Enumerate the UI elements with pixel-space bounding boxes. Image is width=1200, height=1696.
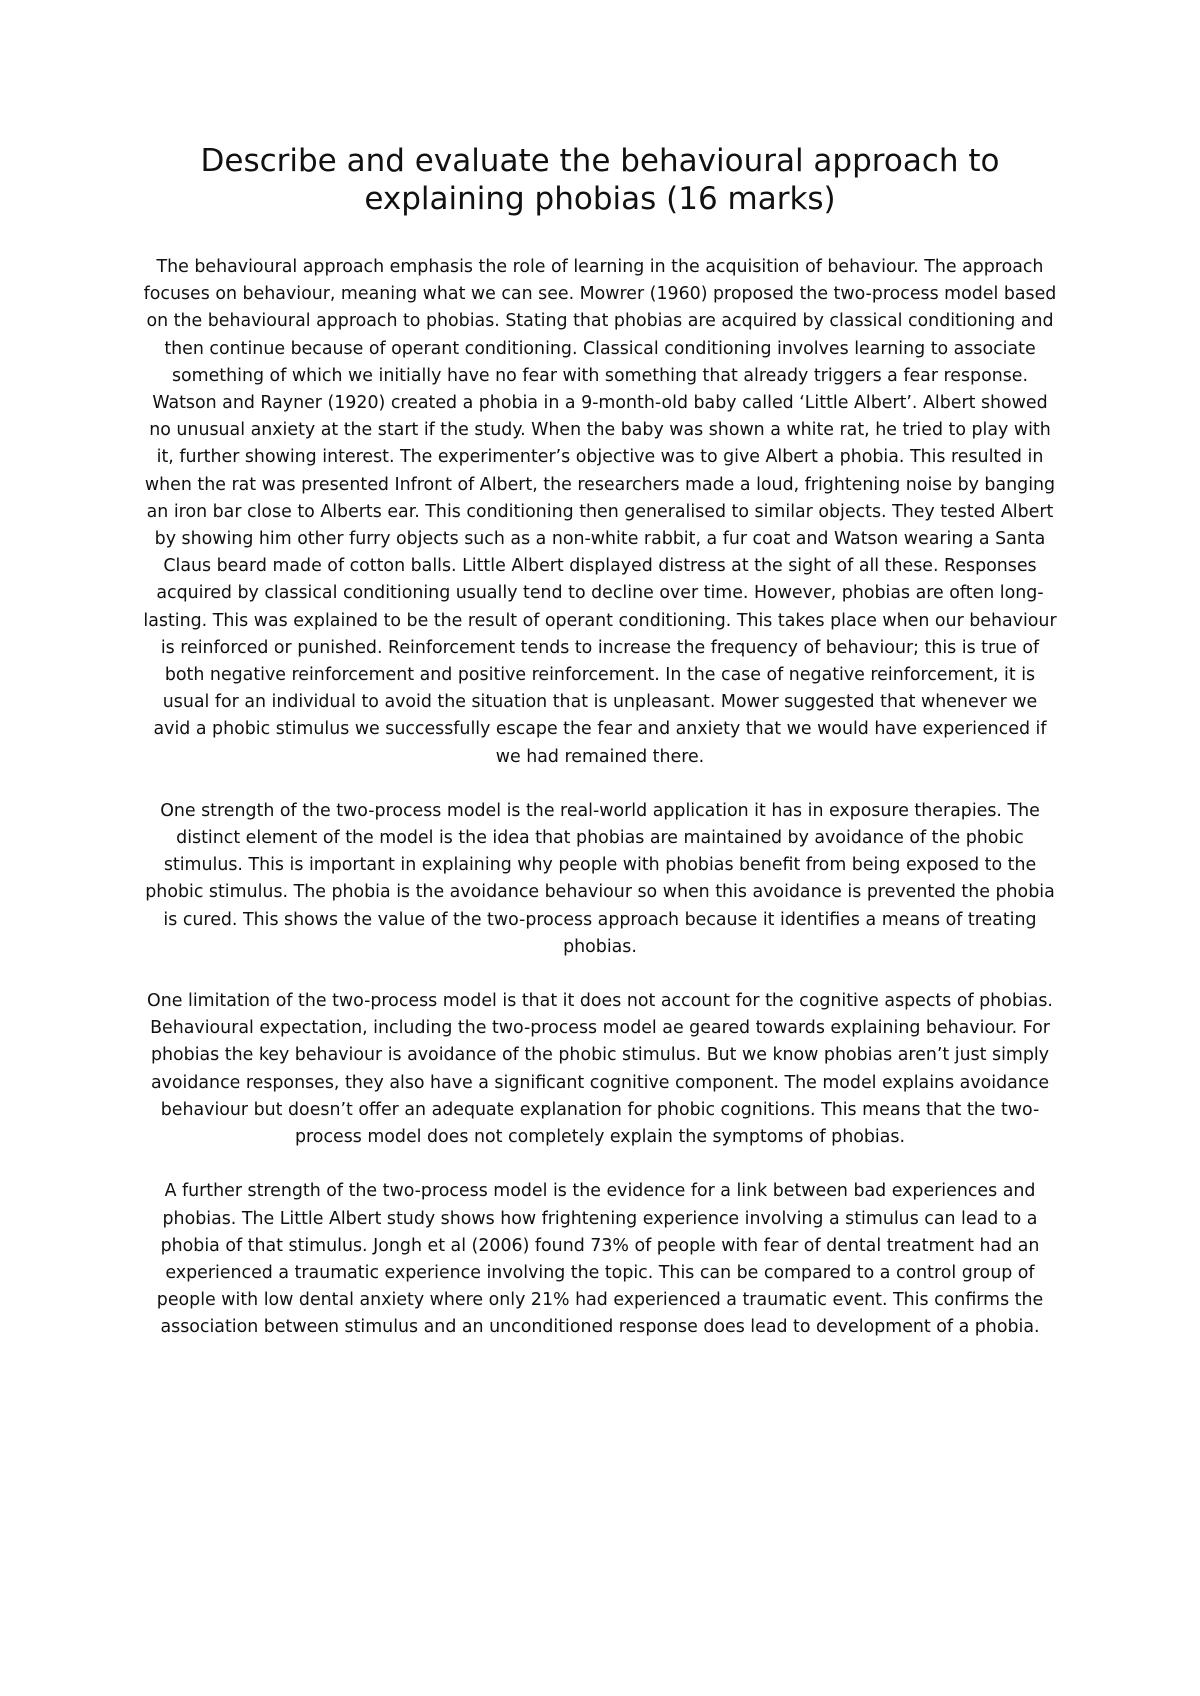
paragraph-limitation-cognitive-aspects: One limitation of the two-process model is that it does not account for the cognitive aspects of phobias. Behavioural expectation, including the two-process model ae geared towards explaining behaviour. For phobias the key behaviour is avoidance of the phobic stimulus. But we know phobias aren’t just simply avoidance responses, they also have a significant cognitive component. The model explains avoidance behaviour but doesn’t offer an adequate explanation for phobic cognitions. This means that the two-process model does not completely explain the symptoms of phobias.: [147, 991, 1053, 1148]
document-title: Describe and evaluate the behavioural approach to explaining phobias (16 marks): [200, 143, 1000, 217]
paragraph-behavioural-approach: The behavioural approach emphasis the role of learning in the acquisition of behaviour. The approach focuses on behaviour, meaning what we can see. Mowrer (1960) proposed the two-process model based on the behavioural approach to phobias. Stating that phobias are acquired by classical conditioning and then continue because of operant conditioning. Classical conditioning involves learning to associate something of which we initially have no fear with something that already triggers a fear response. Watson and Rayner (1920) created a phobia in a 9-month-old baby called ‘Little Albert’. Albert showed no unusual anxiety at the start if the study. When the baby was shown a white rat, he tried to play with it, further showing interest. The experimenter’s objective was to give Albert a phobia. This resulted in when the rat was presented Infront of Albert, the researchers made a loud, frightening noise by banging an iron bar close to Alberts ear. This conditioning then generalised to similar objects. They tested Albert by showing him other furry objects such as a non-white rabbit, a fur coat and Watson wearing a Santa Claus beard made of cotton balls. Little Albert displayed distress at the sight of all these. Responses acquired by classical conditioning usually tend to decline over time. However, phobias are often long-lasting. This was explained to be the result of operant conditioning. This takes place when our behaviour is reinforced or punished. Reinforcement tends to increase the frequency of behaviour; this is true of both negative reinforcement and positive reinforcement. In the case of negative reinforcement, it is usual for an individual to avoid the situation that is unpleasant. Mower suggested that whenever we avid a phobic stimulus we successfully escape the fear and anxiety that we would have experienced if we had remained there.: [143, 257, 1057, 767]
paragraph-strength-exposure-therapy: One strength of the two-process model is the real-world application it has in exposure therapies. The distinct element of the model is the idea that phobias are maintained by avoidance of the phobic stimulus. This is important in explaining why people with phobias benefit from being exposed to the phobic stimulus. The phobia is the avoidance behaviour so when this avoidance is prevented the phobia is cured. This shows the value of the two-process approach because it identifies a means of treating phobias.: [145, 800, 1055, 957]
document-body: [142, 142, 1058, 1369]
paragraph-strength-evidence: A further strength of the two-process model is the evidence for a link between bad experiences and phobias. The Little Albert study shows how frightening experience involving a stimulus can lead to a phobia of that stimulus. Jongh et al (2006) found 73% of people with fear of dental treatment had an experienced a traumatic experience involving the topic. This can be compared to a control group of people with low dental anxiety where only 21% had experienced a traumatic event. This confirms the association between stimulus and an unconditioned response does lead to development of a phobia.: [156, 1181, 1044, 1338]
